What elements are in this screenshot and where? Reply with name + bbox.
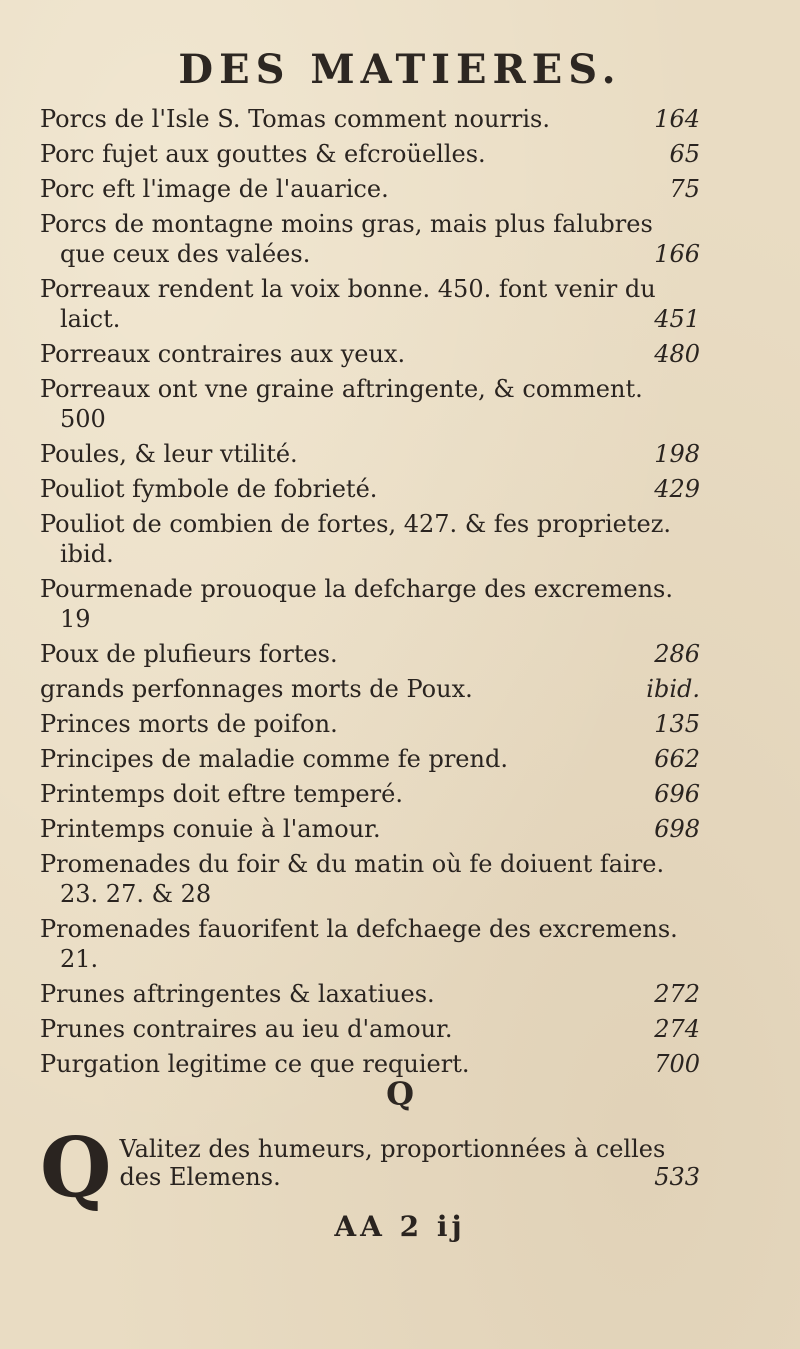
entry-text-continued: ibid. [60, 540, 114, 568]
entry-text: Principes de maladie comme fe prend. [40, 745, 508, 773]
entry-page-number: 198 [654, 440, 700, 468]
entry-text-continued: 19 [60, 605, 91, 633]
entry-text: Porreaux rendent la voix bonne. 450. font venir du [40, 275, 656, 303]
entry-page-number: 698 [654, 815, 700, 843]
entry-page-number: 272 [654, 980, 700, 1008]
index-entry [40, 709, 700, 739]
entry-text: Poux de plufieurs fortes. [40, 640, 338, 668]
entry-text: Valitez des humeurs, proportionnées à celles [119, 1135, 666, 1163]
index-entry [40, 1014, 700, 1044]
entry-text: Porc eft l'image de l'auarice. [40, 175, 389, 203]
entry-text: Porc fujet aux gouttes & efcroüelles. [40, 140, 486, 168]
signature-mark: AA 2 ij [334, 1210, 466, 1243]
entry-page-number: 700 [654, 1050, 700, 1078]
entry-page-number: 533 [654, 1163, 700, 1191]
q-index-entry [40, 1120, 700, 1216]
index-entry [40, 274, 700, 334]
entry-text-continued: 23. 27. & 28 [60, 880, 212, 908]
entry-text: Pouliot de combien de fortes, 427. & fes proprietez. [40, 510, 671, 538]
index-entry [40, 339, 700, 369]
section-letter: Q [386, 1075, 414, 1113]
entry-page-number: ibid. [646, 675, 700, 703]
entry-page-number: 65 [669, 140, 700, 168]
entry-text: Pourmenade prouoque la defcharge des excremens. [40, 575, 673, 603]
running-head: DES MATIERES. [178, 46, 622, 93]
entry-page-number: 480 [654, 340, 700, 368]
index-list [40, 104, 700, 1084]
index-entry [40, 374, 700, 434]
entry-text: grands perfonnages morts de Poux. [40, 675, 473, 703]
index-entry [40, 139, 700, 169]
index-entry [40, 639, 700, 669]
index-entry [40, 439, 700, 469]
entry-page-number: 662 [654, 745, 700, 773]
entry-text: Printemps doit eftre temperé. [40, 780, 403, 808]
entry-text: Princes morts de poifon. [40, 710, 338, 738]
index-entry [40, 209, 700, 269]
entry-text: Prunes aftringentes & laxatiues. [40, 980, 435, 1008]
entry-text: Promenades du foir & du matin où fe doiuent faire. [40, 850, 665, 878]
index-entry [40, 979, 700, 1009]
entry-page-number: 696 [654, 780, 700, 808]
entry-text: Pouliot fymbole de fobrieté. [40, 475, 378, 503]
entry-text: Poules, & leur vtilité. [40, 440, 298, 468]
entry-text-continued: laict. [60, 305, 121, 333]
entry-page-number: 164 [654, 105, 700, 133]
index-entry [40, 574, 700, 634]
entry-text: Porcs de montagne moins gras, mais plus falubres [40, 210, 653, 238]
entry-text: Printemps conuie à l'amour. [40, 815, 381, 843]
index-entry [40, 814, 700, 844]
entry-page-number: 274 [654, 1015, 700, 1043]
index-entry [40, 849, 700, 909]
entry-text-continued: 500 [60, 405, 106, 433]
entry-page-number: 75 [669, 175, 700, 203]
index-entry [40, 104, 700, 134]
entry-text: Porreaux contraires aux yeux. [40, 340, 406, 368]
index-entry [40, 474, 700, 504]
entry-text-continued: des Elemens. [119, 1163, 281, 1191]
entry-page-number: 429 [654, 475, 700, 503]
entry-page-number: 135 [654, 710, 700, 738]
index-entry [40, 674, 700, 704]
index-entry [40, 914, 700, 974]
index-entry [40, 744, 700, 774]
entry-page-number: 286 [654, 640, 700, 668]
entry-page-number: 451 [654, 305, 700, 333]
entry-text: Prunes contraires au ieu d'amour. [40, 1015, 453, 1043]
index-entry [40, 174, 700, 204]
entry-text-continued: 21. [60, 945, 99, 973]
entry-text: Promenades fauorifent la defchaege des excremens. [40, 915, 678, 943]
entry-text: Porcs de l'Isle S. Tomas comment nourris. [40, 105, 550, 133]
index-entry [40, 509, 700, 569]
entry-text: Purgation legitime ce que requiert. [40, 1050, 470, 1078]
entry-page-number: 166 [654, 240, 700, 268]
drop-cap: Q [40, 1120, 112, 1216]
entry-text: Porreaux ont vne graine aftringente, & comment. [40, 375, 643, 403]
index-entry [40, 779, 700, 809]
entry-text-continued: que ceux des valées. [60, 240, 311, 268]
